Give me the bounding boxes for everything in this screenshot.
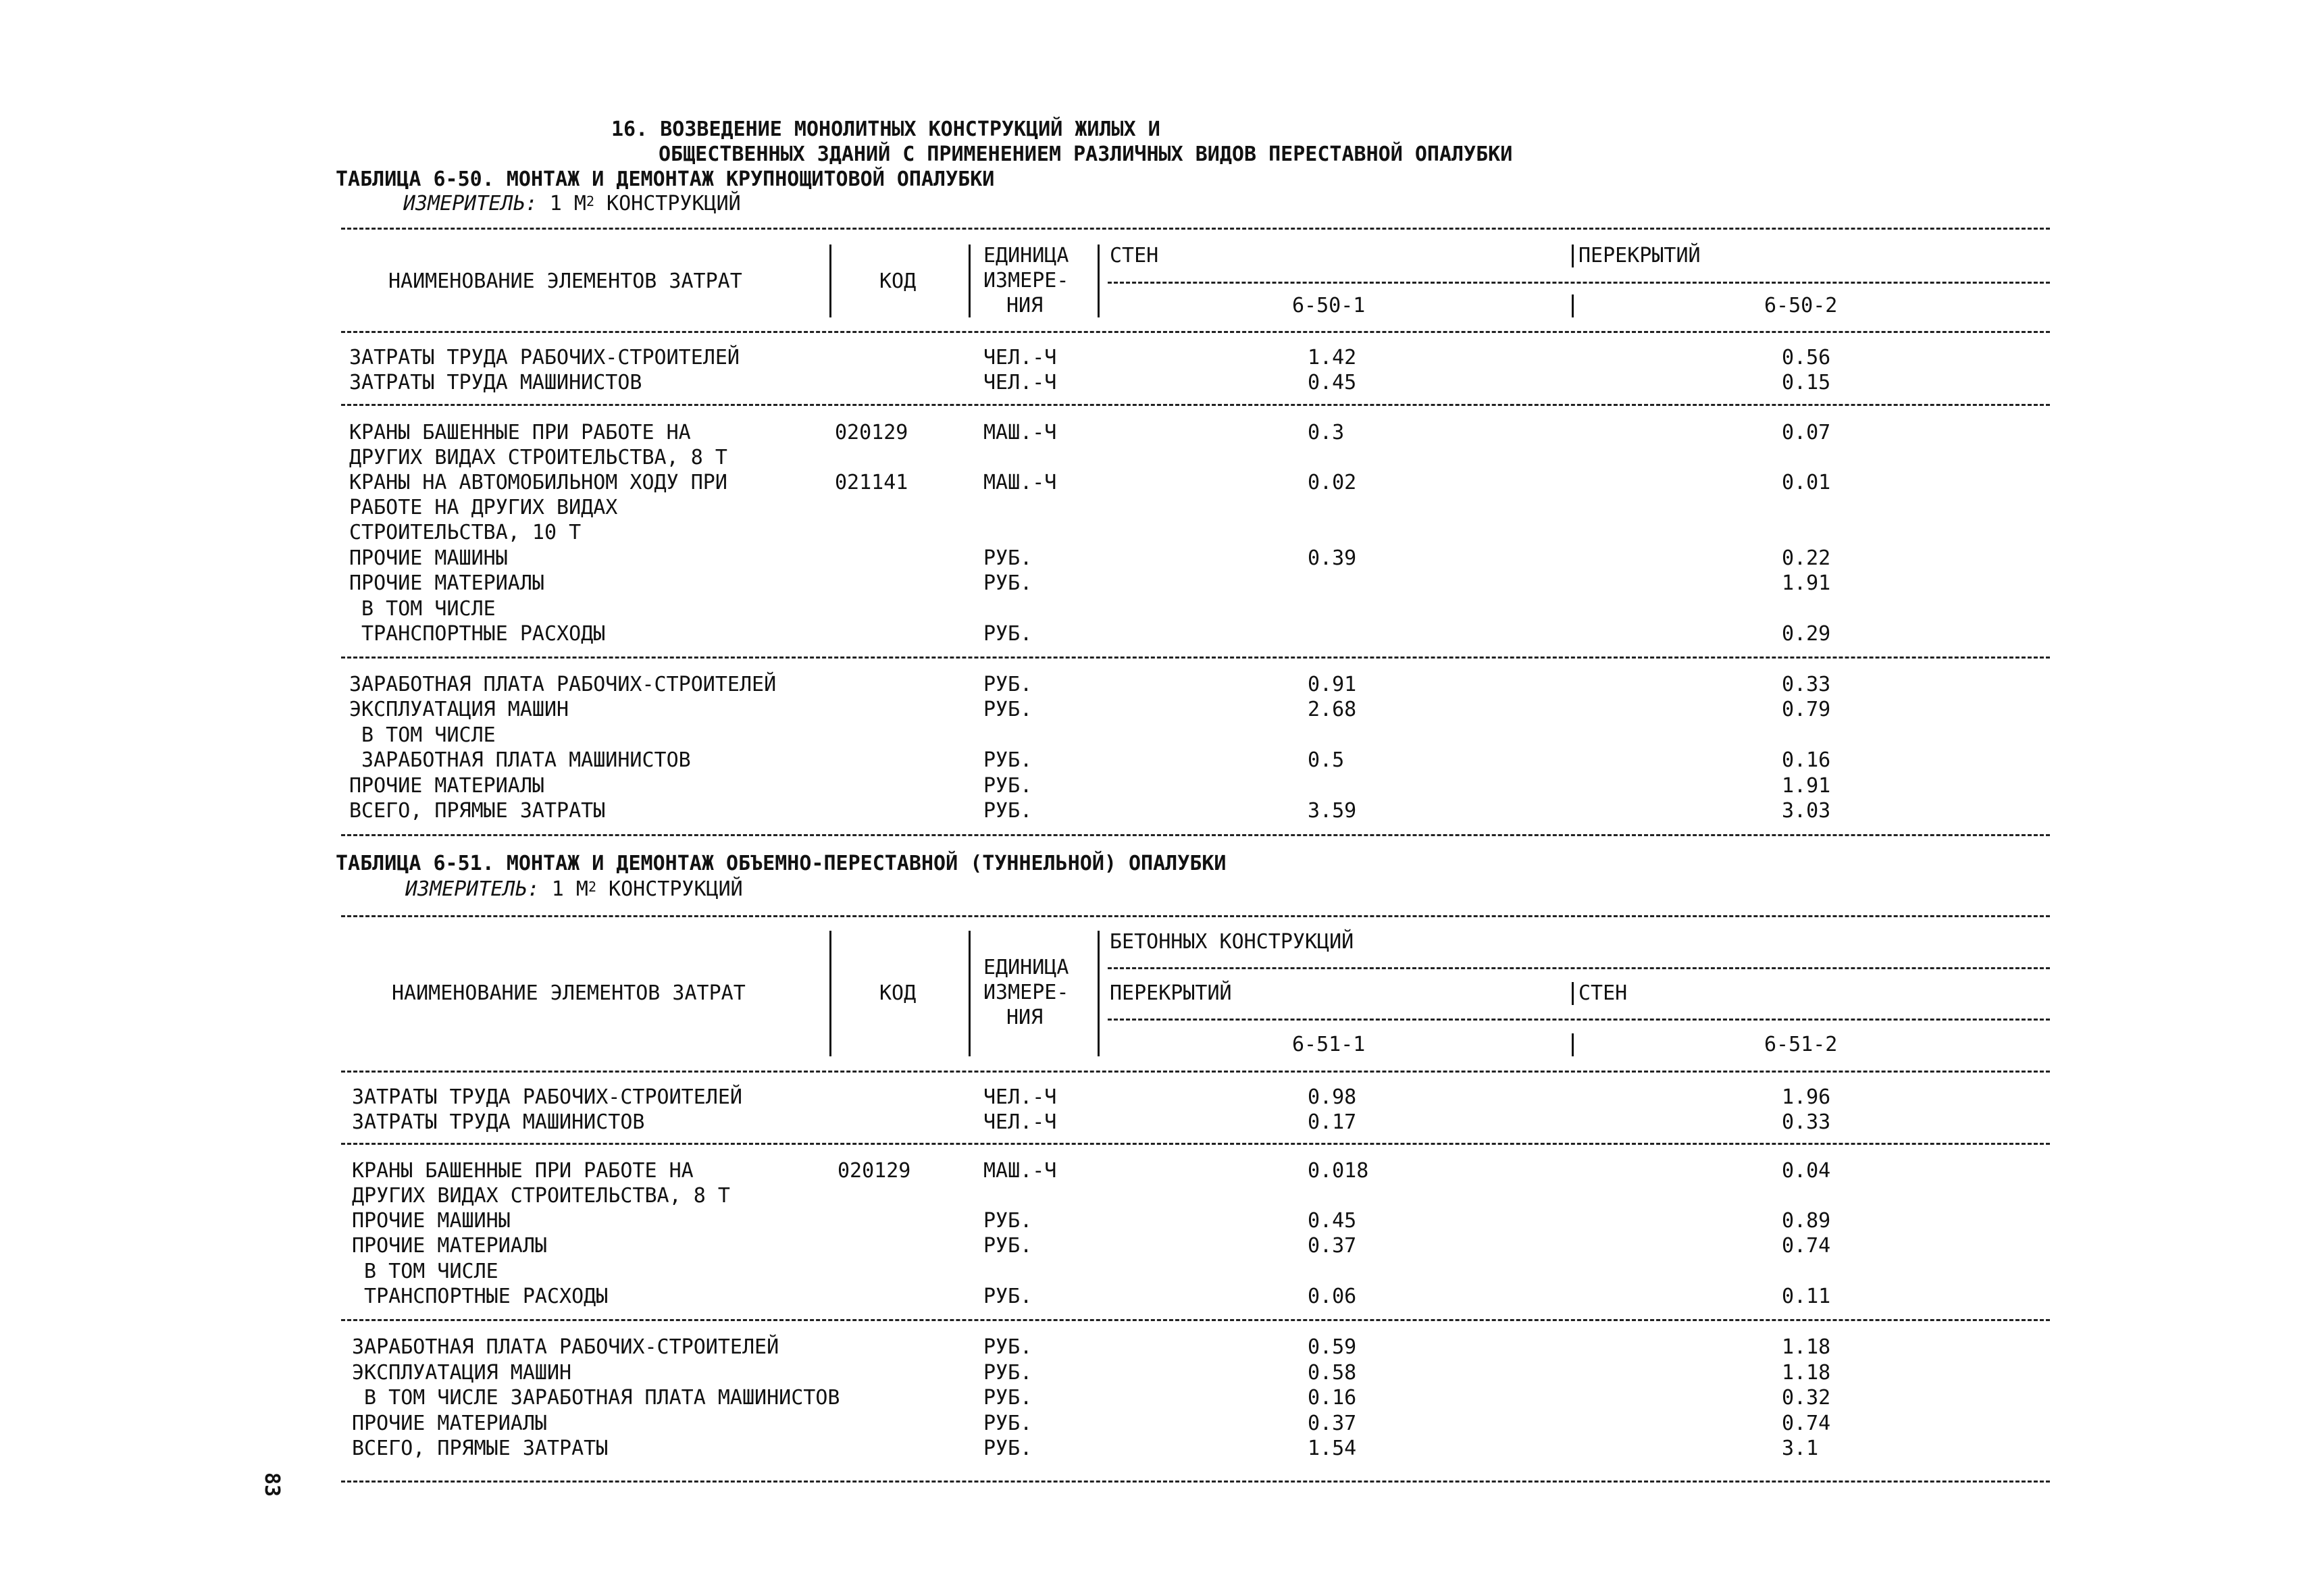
table2-meter bbox=[405, 878, 743, 901]
table2-row-v1: 1.54 bbox=[1308, 1437, 1357, 1460]
table2-header-group-top: БЕТОННЫХ КОНСТРУКЦИЙ bbox=[1110, 930, 1354, 954]
table1-top-rule bbox=[341, 228, 2050, 230]
table1-header-col2: 6-50-2 bbox=[1764, 294, 1838, 317]
table1-meter bbox=[403, 192, 741, 215]
table2-row-unit: РУБ. bbox=[983, 1412, 1033, 1435]
table2-row-unit: РУБ. bbox=[983, 1209, 1033, 1233]
table1-row-name: ЗАТРАТЫ ТРУДА РАБОЧИХ-СТРОИТЕЛЕЙ bbox=[349, 346, 740, 369]
table1-row-v1: 0.5 bbox=[1308, 748, 1345, 772]
table2-row-v2: 0.11 bbox=[1782, 1285, 1831, 1308]
table1-vbar-5 bbox=[1572, 294, 1574, 317]
table2-row-name: ТРАНСПОРТНЫЕ РАСХОДЫ bbox=[352, 1285, 609, 1308]
table2-row-unit: РУБ. bbox=[983, 1386, 1033, 1410]
table1-row-v2: 0.29 bbox=[1782, 622, 1831, 646]
table1-header-subrule bbox=[1108, 282, 2050, 284]
table2-row-name: ЗАТРАТЫ ТРУДА МАШИНИСТОВ bbox=[352, 1110, 645, 1134]
table2-header-subrule-1 bbox=[1108, 967, 2050, 969]
table1-row-v1: 2.68 bbox=[1308, 698, 1357, 721]
table1-row-name-cont: В ТОМ ЧИСЛЕ bbox=[349, 723, 496, 747]
table2-row-name: В ТОМ ЧИСЛЕ ЗАРАБОТНАЯ ПЛАТА МАШИНИСТОВ bbox=[352, 1386, 840, 1410]
table1-row-name-cont: СТРОИТЕЛЬСТВА, 10 Т bbox=[349, 521, 582, 544]
table1-row-v2: 1.91 bbox=[1782, 774, 1831, 798]
table2-row-name: ПРОЧИЕ МАШИНЫ bbox=[352, 1209, 511, 1233]
table2-header-unit1: ЕДИНИЦА bbox=[983, 956, 1069, 979]
table2-row-unit: ЧЕЛ.-Ч bbox=[983, 1085, 1057, 1109]
table1-row-unit: РУБ. bbox=[983, 698, 1033, 721]
table2-group-rule-1 bbox=[341, 1143, 2050, 1145]
table1-row-name: ТРАНСПОРТНЫЕ РАСХОДЫ bbox=[349, 622, 606, 646]
table1-row-unit: РУБ. bbox=[983, 748, 1033, 772]
table1-meter-unit: КОНСТРУКЦИЙ bbox=[607, 192, 741, 215]
table2-row-v2: 0.33 bbox=[1782, 1110, 1831, 1134]
table1-vbar-2 bbox=[969, 244, 971, 317]
table1-header-unit2: ИЗМЕРЕ- bbox=[983, 269, 1069, 292]
table1-bottom-rule bbox=[341, 834, 2050, 836]
table1-row-v1: 0.39 bbox=[1308, 546, 1357, 570]
table2-row-name: ПРОЧИЕ МАТЕРИАЛЫ bbox=[352, 1234, 547, 1258]
table1-row-name-cont: В ТОМ ЧИСЛЕ bbox=[349, 597, 496, 621]
table1-row-unit: РУБ. bbox=[983, 571, 1033, 595]
table2-row-v2: 1.96 bbox=[1782, 1085, 1831, 1109]
table2-vbar-5 bbox=[1572, 1033, 1574, 1056]
table2-meter-unit: КОНСТРУКЦИЙ bbox=[609, 877, 743, 901]
table1-header-name: НАИМЕНОВАНИЕ ЭЛЕМЕНТОВ ЗАТРАТ bbox=[388, 269, 742, 293]
table1-header-col1: 6-50-1 bbox=[1292, 294, 1366, 317]
table1-group-rule-2 bbox=[341, 657, 2050, 659]
table2-header-code: КОД bbox=[879, 981, 917, 1005]
table1-row-code: 020129 bbox=[835, 421, 908, 444]
table1-header-unit1: ЕДИНИЦА bbox=[983, 244, 1069, 267]
table1-row-unit: МАШ.-Ч bbox=[983, 421, 1057, 444]
table2-row-unit: РУБ. bbox=[983, 1361, 1033, 1385]
table1-row-unit: МАШ.-Ч bbox=[983, 471, 1057, 494]
table1-row-v1: 3.59 bbox=[1308, 799, 1357, 823]
table2-row-v2: 1.18 bbox=[1782, 1361, 1831, 1385]
table1-header-group-floors: ПЕРЕКРЫТИЙ bbox=[1578, 244, 1701, 267]
table1-row-v1: 0.02 bbox=[1308, 471, 1357, 494]
table2-meter-label: ИЗМЕРИТЕЛЬ: bbox=[405, 877, 540, 901]
table1-row-name: КРАНЫ БАШЕННЫЕ ПРИ РАБОТЕ НА bbox=[349, 421, 691, 444]
table1-row-v1: 0.91 bbox=[1308, 673, 1357, 696]
table2-row-v2: 0.74 bbox=[1782, 1412, 1831, 1435]
table1-vbar-1 bbox=[829, 244, 831, 317]
table1-row-name: ПРОЧИЕ МАТЕРИАЛЫ bbox=[349, 571, 544, 595]
table1-row-v2: 0.33 bbox=[1782, 673, 1831, 696]
table2-row-v2: 0.32 bbox=[1782, 1386, 1831, 1410]
table1-meter-label: ИЗМЕРИТЕЛЬ: bbox=[403, 192, 538, 215]
table1-row-v2: 1.91 bbox=[1782, 571, 1831, 595]
table2-row-name: КРАНЫ БАШЕННЫЕ ПРИ РАБОТЕ НА bbox=[352, 1159, 694, 1183]
table1-row-v2: 0.15 bbox=[1782, 371, 1831, 394]
table2-row-v1: 0.45 bbox=[1308, 1209, 1357, 1233]
table2-row-v1: 0.98 bbox=[1308, 1085, 1357, 1109]
table1-header-unit3: НИЯ bbox=[1006, 294, 1044, 317]
table1-row-name-cont: ДРУГИХ ВИДАХ СТРОИТЕЛЬСТВА, 8 Т bbox=[349, 446, 727, 469]
table1-row-unit: РУБ. bbox=[983, 622, 1033, 646]
table2-row-unit: МАШ.-Ч bbox=[983, 1159, 1057, 1183]
table1-row-v2: 0.07 bbox=[1782, 421, 1831, 444]
table2-bottom-rule bbox=[341, 1481, 2050, 1483]
table1-row-name: ПРОЧИЕ МАТЕРИАЛЫ bbox=[349, 774, 544, 798]
table2-row-v1: 0.59 bbox=[1308, 1335, 1357, 1359]
table1-row-v2: 0.22 bbox=[1782, 546, 1831, 570]
table2-row-unit: РУБ. bbox=[983, 1437, 1033, 1460]
table2-vbar-4 bbox=[1572, 982, 1574, 1005]
section-title-line1: 16. ВОЗВЕДЕНИЕ МОНОЛИТНЫХ КОНСТРУКЦИЙ ЖИЛЫХ И bbox=[611, 118, 1160, 141]
table1-row-v2: 0.16 bbox=[1782, 748, 1831, 772]
table2-header-group-walls: СТЕН bbox=[1578, 981, 1628, 1005]
table1-vbar-3 bbox=[1098, 244, 1100, 317]
table1-row-v1: 0.45 bbox=[1308, 371, 1357, 394]
section-title-line2: ОБЩЕСТВЕННЫХ ЗДАНИЙ С ПРИМЕНЕНИЕМ РАЗЛИЧНЫХ ВИДОВ ПЕРЕСТАВНОЙ ОПАЛУБКИ bbox=[659, 143, 1513, 166]
page-number: 83 bbox=[260, 1472, 284, 1497]
table2-row-v2: 3.1 bbox=[1782, 1437, 1819, 1460]
table1-row-v2: 0.79 bbox=[1782, 698, 1831, 721]
table2-row-code: 020129 bbox=[838, 1159, 911, 1183]
table2-header-col1: 6-51-1 bbox=[1292, 1033, 1366, 1056]
table1-row-unit: РУБ. bbox=[983, 774, 1033, 798]
table1-row-v1: 1.42 bbox=[1308, 346, 1357, 369]
table1-row-name: ВСЕГО, ПРЯМЫЕ ЗАТРАТЫ bbox=[349, 799, 606, 823]
table1-row-unit: РУБ. bbox=[983, 673, 1033, 696]
table2-group-rule-2 bbox=[341, 1319, 2050, 1321]
table2-row-v1: 0.16 bbox=[1308, 1386, 1357, 1410]
table2-row-v2: 1.18 bbox=[1782, 1335, 1831, 1359]
table1-header-code: КОД bbox=[879, 269, 917, 293]
table1-meter-sup: 2 bbox=[586, 193, 594, 209]
table2-row-v2: 0.04 bbox=[1782, 1159, 1831, 1183]
table1-row-v2: 3.03 bbox=[1782, 799, 1831, 823]
table1-row-unit: ЧЕЛ.-Ч bbox=[983, 371, 1057, 394]
table2-top-rule bbox=[341, 915, 2050, 917]
table1-header-group-walls: СТЕН bbox=[1110, 244, 1159, 267]
table2-row-v1: 0.018 bbox=[1308, 1159, 1369, 1183]
table1-row-name: КРАНЫ НА АВТОМОБИЛЬНОМ ХОДУ ПРИ bbox=[349, 471, 727, 494]
table1-row-unit: РУБ. bbox=[983, 799, 1033, 823]
table2-header-subrule-2 bbox=[1108, 1019, 2050, 1021]
table2-header-unit2: ИЗМЕРЕ- bbox=[983, 981, 1069, 1004]
table1-row-name: ЗАТРАТЫ ТРУДА МАШИНИСТОВ bbox=[349, 371, 642, 394]
table2-vbar-3 bbox=[1098, 931, 1100, 1056]
table1-meter-value: 1 М bbox=[549, 192, 586, 215]
table2-row-name: ПРОЧИЕ МАТЕРИАЛЫ bbox=[352, 1412, 547, 1435]
table1-row-v2: 0.01 bbox=[1782, 471, 1831, 494]
table1-row-name: ЭКСПЛУАТАЦИЯ МАШИН bbox=[349, 698, 569, 721]
table2-header-name: НАИМЕНОВАНИЕ ЭЛЕМЕНТОВ ЗАТРАТ bbox=[392, 981, 746, 1005]
table2-row-name: ВСЕГО, ПРЯМЫЕ ЗАТРАТЫ bbox=[352, 1437, 609, 1460]
table2-meter-sup: 2 bbox=[588, 879, 596, 895]
table2-row-v1: 0.58 bbox=[1308, 1361, 1357, 1385]
table2-row-name-cont: В ТОМ ЧИСЛЕ bbox=[352, 1260, 498, 1283]
table1-row-v1: 0.3 bbox=[1308, 421, 1345, 444]
table1-row-name-cont: РАБОТЕ НА ДРУГИХ ВИДАХ bbox=[349, 496, 618, 519]
table2-row-name: ЗАРАБОТНАЯ ПЛАТА РАБОЧИХ-СТРОИТЕЛЕЙ bbox=[352, 1335, 779, 1359]
table2-row-unit: ЧЕЛ.-Ч bbox=[983, 1110, 1057, 1134]
table1-header-rule bbox=[341, 331, 2050, 333]
table2-row-v2: 0.74 bbox=[1782, 1234, 1831, 1258]
table2-row-v1: 0.17 bbox=[1308, 1110, 1357, 1134]
table2-row-v2: 0.89 bbox=[1782, 1209, 1831, 1233]
table1-group-rule-1 bbox=[341, 404, 2050, 406]
table2-title: ТАБЛИЦА 6-51. МОНТАЖ И ДЕМОНТАЖ ОБЪЕМНО-ПЕРЕСТАВНОЙ (ТУННЕЛЬНОЙ) ОПАЛУБКИ bbox=[336, 852, 1227, 875]
table2-row-v1: 0.37 bbox=[1308, 1234, 1357, 1258]
table2-vbar-2 bbox=[969, 931, 971, 1056]
table2-header-col2: 6-51-2 bbox=[1764, 1033, 1838, 1056]
table1-row-name: ЗАРАБОТНАЯ ПЛАТА РАБОЧИХ-СТРОИТЕЛЕЙ bbox=[349, 673, 777, 696]
table1-row-name: ЗАРАБОТНАЯ ПЛАТА МАШИНИСТОВ bbox=[349, 748, 691, 772]
table2-row-name: ЗАТРАТЫ ТРУДА РАБОЧИХ-СТРОИТЕЛЕЙ bbox=[352, 1085, 742, 1109]
table2-row-name: ЭКСПЛУАТАЦИЯ МАШИН bbox=[352, 1361, 572, 1385]
table1-vbar-4 bbox=[1572, 244, 1574, 267]
table2-vbar-1 bbox=[829, 931, 831, 1056]
table1-row-v2: 0.56 bbox=[1782, 346, 1831, 369]
table2-row-name-cont: ДРУГИХ ВИДАХ СТРОИТЕЛЬСТВА, 8 Т bbox=[352, 1184, 730, 1208]
table2-row-v1: 0.06 bbox=[1308, 1285, 1357, 1308]
table1-row-code: 021141 bbox=[835, 471, 908, 494]
table2-row-unit: РУБ. bbox=[983, 1285, 1033, 1308]
table1-row-unit: РУБ. bbox=[983, 546, 1033, 570]
table2-header-group-floors: ПЕРЕКРЫТИЙ bbox=[1110, 981, 1232, 1005]
table1-title: ТАБЛИЦА 6-50. МОНТАЖ И ДЕМОНТАЖ КРУПНОЩИТОВОЙ ОПАЛУБКИ bbox=[336, 168, 995, 191]
table2-row-unit: РУБ. bbox=[983, 1335, 1033, 1359]
table1-row-name: ПРОЧИЕ МАШИНЫ bbox=[349, 546, 508, 570]
table2-row-v1: 0.37 bbox=[1308, 1412, 1357, 1435]
table2-meter-value: 1 М bbox=[551, 877, 588, 901]
table2-header-unit3: НИЯ bbox=[1006, 1006, 1044, 1029]
table2-row-unit: РУБ. bbox=[983, 1234, 1033, 1258]
table1-row-unit: ЧЕЛ.-Ч bbox=[983, 346, 1057, 369]
table2-header-rule bbox=[341, 1071, 2050, 1073]
